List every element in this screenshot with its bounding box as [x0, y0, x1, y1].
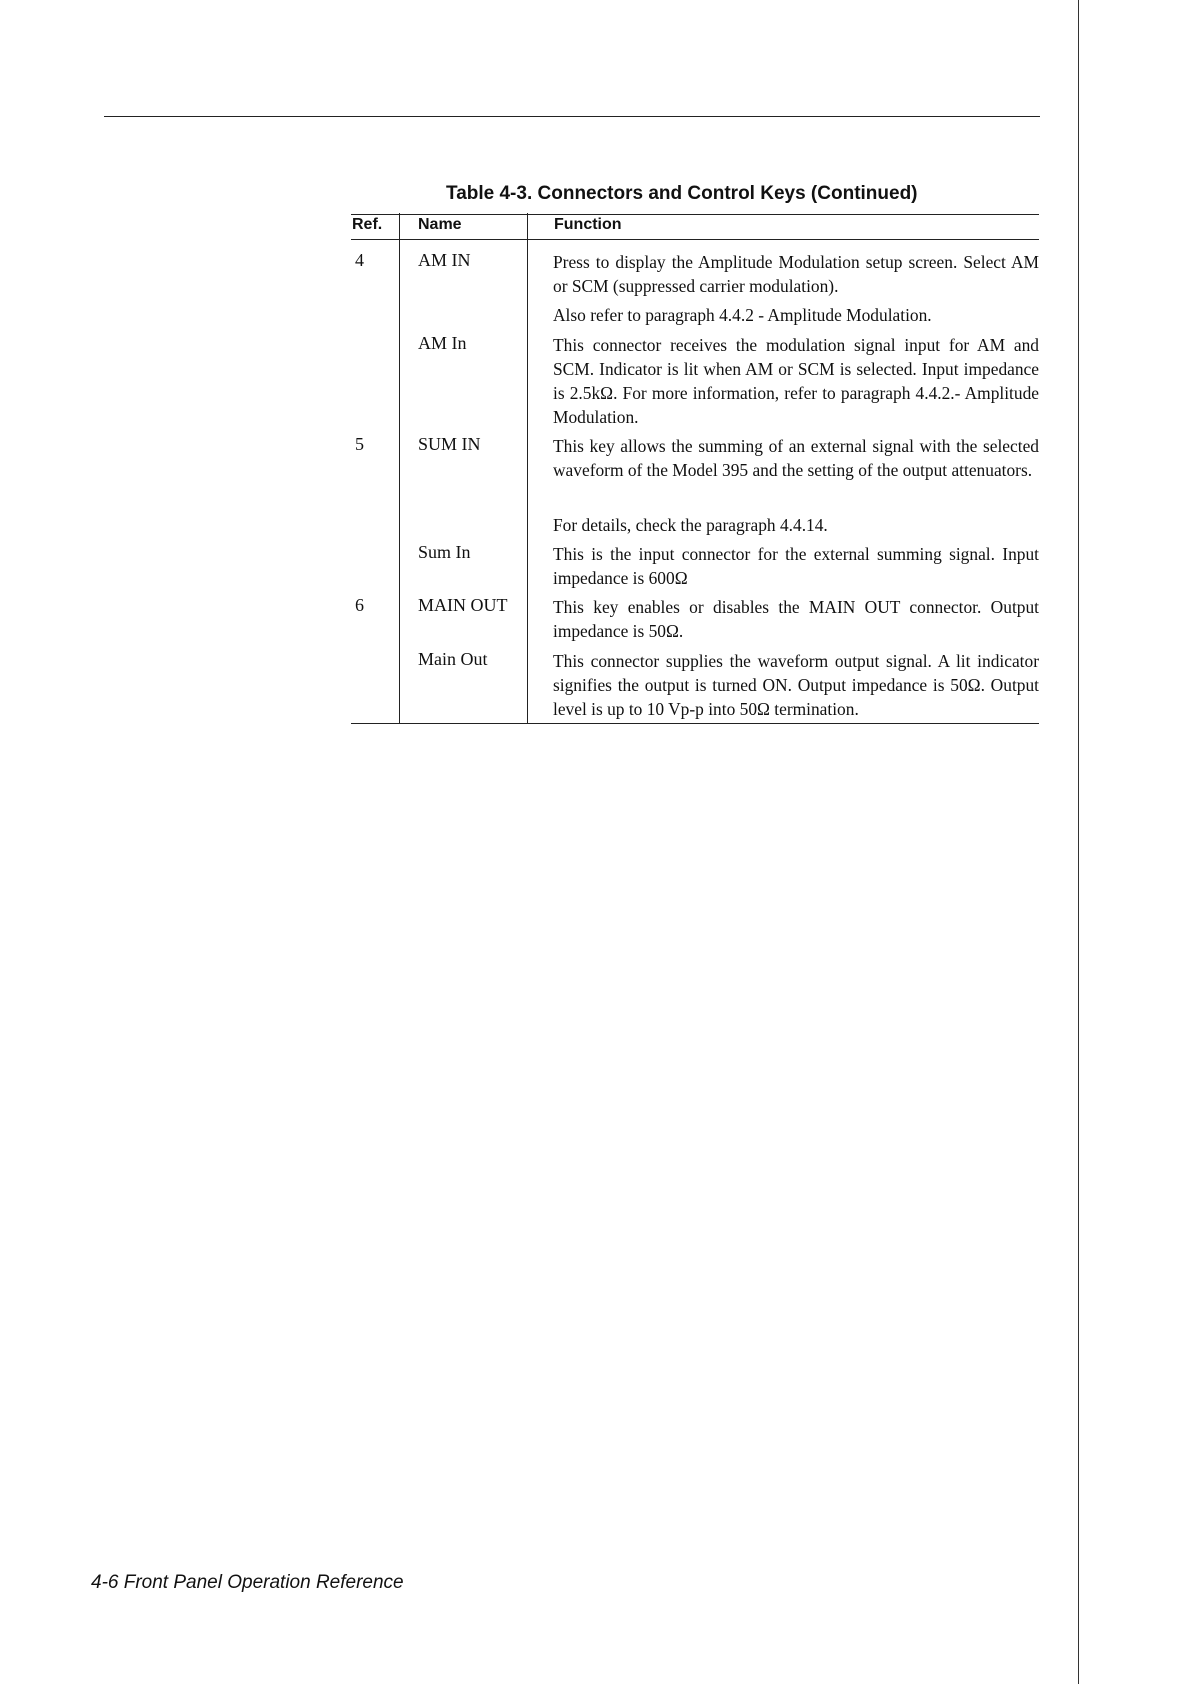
table-row-name: AM In [418, 333, 467, 353]
column-divider-ref [399, 213, 400, 724]
table-row-function: This key allows the summing of an external signal with the selected waveform of the Model 395 and the setting of the output attenuators. [553, 436, 1039, 480]
table-row-function: This connector supplies the waveform output signal. A lit indicator signifies the output is turned ON. Output impedance is 50Ω. Output level is up to 10 Vp-p into 50Ω termination. [553, 651, 1039, 719]
table-top-rule [351, 214, 1039, 215]
table-bottom-rule [351, 723, 1039, 724]
table-row-function: This connector receives the modulation signal input for AM and SCM. Indicator is lit when AM or SCM is selected. Input impedance is 2.5kΩ. For more information, refer to paragraph 4.4.2.- Amplitude Modulation. [553, 335, 1039, 427]
table-header-rule [351, 239, 1039, 240]
column-divider-name [527, 213, 528, 724]
table-row-function: Press to display the Amplitude Modulation setup screen. Select AM or SCM (suppressed carrier modulation). [553, 252, 1039, 296]
table-row-ref: 6 [355, 595, 364, 615]
table-row-function: Also refer to paragraph 4.4.2 - Amplitude Modulation. [553, 305, 932, 325]
table-row-name: Sum In [418, 542, 471, 562]
table-row-name: Main Out [418, 649, 488, 669]
page-edge-line [1078, 0, 1079, 1684]
column-header-function: Function [554, 216, 622, 233]
table-row-ref: 5 [355, 434, 364, 454]
top-rule [104, 116, 1040, 117]
table-row-function: This is the input connector for the external summing signal. Input impedance is 600Ω [553, 544, 1039, 588]
table-row-function: For details, check the paragraph 4.4.14. [553, 515, 828, 535]
column-header-ref: Ref. [352, 216, 383, 233]
table-row-name: SUM IN [418, 434, 481, 454]
table-row-function: This key enables or disables the MAIN OUT connector. Output impedance is 50Ω. [553, 597, 1039, 641]
table-row-ref: 4 [355, 250, 364, 270]
table-row-name: AM IN [418, 250, 471, 270]
table-row-name: MAIN OUT [418, 595, 508, 615]
column-header-name: Name [418, 216, 462, 233]
page-footer: 4-6 Front Panel Operation Reference [91, 1572, 404, 1593]
table-title: Table 4-3. Connectors and Control Keys (Continued) [446, 183, 918, 204]
